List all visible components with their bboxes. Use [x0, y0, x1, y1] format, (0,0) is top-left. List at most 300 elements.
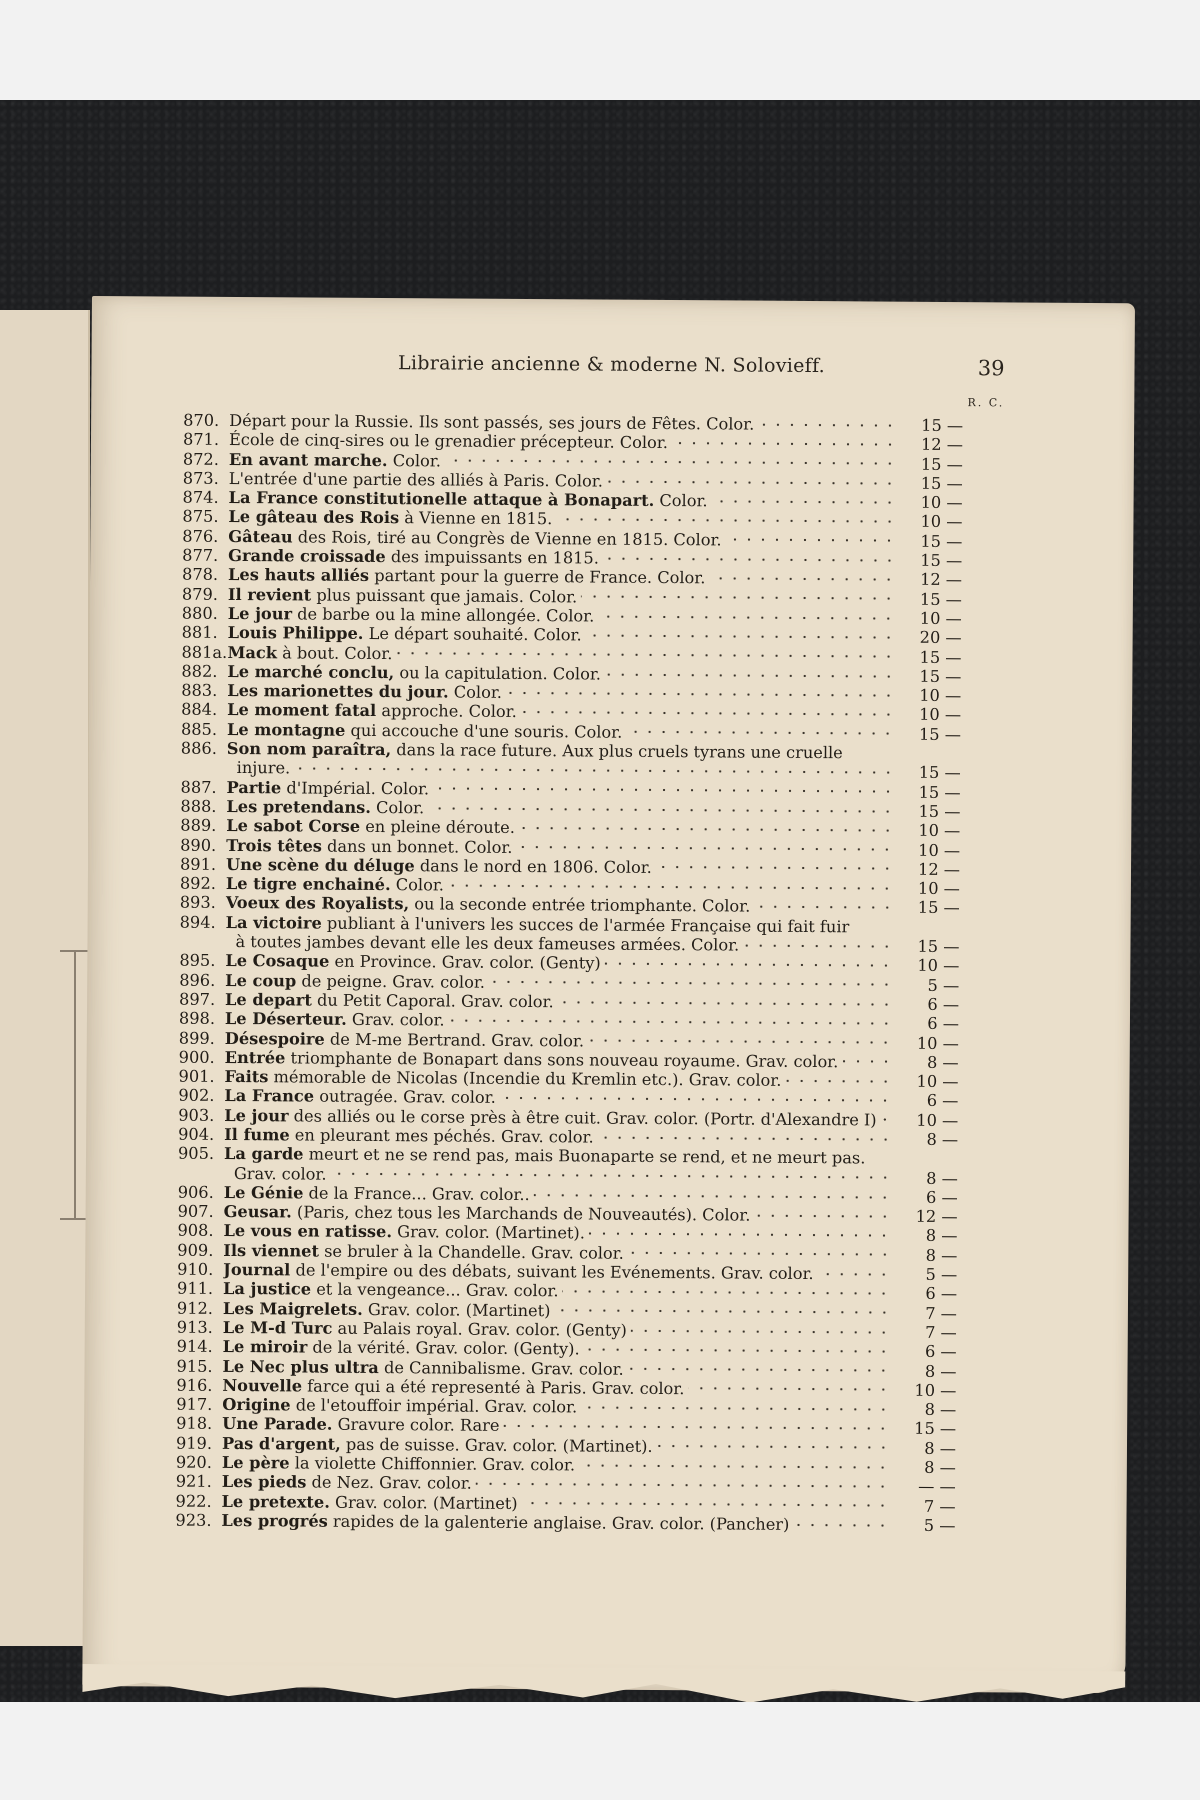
entry-price: 6 —	[926, 1187, 958, 1207]
dot-leader	[631, 1328, 891, 1334]
entry-title-continuation: à toutes jambes devant elle les deux fameuses armées. Color.	[235, 932, 740, 955]
entry-price: 15 —	[918, 724, 962, 744]
entry-title-bold: Le pretexte.	[221, 1491, 330, 1512]
dot-leader	[581, 1405, 890, 1411]
entry-number: 897.	[179, 989, 216, 1009]
dot-leader	[500, 1096, 893, 1103]
dot-leader	[605, 672, 895, 678]
dot-leader	[598, 614, 896, 620]
entry-title-bold: Son nom paraîtra,	[226, 738, 392, 760]
dot-leader	[428, 806, 894, 813]
entry-price: 15 —	[917, 898, 960, 918]
entry-title-text: de la vérité. Grav. color. (Genty).	[312, 1337, 580, 1359]
dot-leader	[589, 1232, 892, 1238]
entry-price: 12 —	[915, 1206, 958, 1227]
entry-price: 5 —	[925, 1264, 958, 1285]
entry-number: 884.	[181, 700, 218, 720]
entry-title-text: au Palais royal. Grav. color. (Genty)	[337, 1318, 627, 1340]
entry-title-bold: Le montagne	[226, 719, 346, 740]
dot-leader	[598, 1135, 893, 1141]
entry-number: 878.	[181, 565, 219, 585]
dot-leader	[657, 1444, 890, 1450]
entry-price: 6 —	[926, 1091, 959, 1111]
entry-title-text: rapides de la galenterie anglaise. Grav. color. (Pancher)	[332, 1511, 790, 1534]
entry-number: 907.	[177, 1201, 214, 1222]
entry-title	[223, 1279, 559, 1301]
dot-leader	[785, 1079, 892, 1084]
entry-title-text: farce qui a été representé à Paris. Grav. color.	[307, 1376, 685, 1399]
entry-title	[221, 1511, 789, 1534]
entry-price: 10 —	[918, 840, 961, 860]
entry-price: 15 —	[920, 531, 963, 551]
entry-title-bold: Une scène du déluge	[225, 854, 415, 876]
entry-title-bold: Gâteau	[228, 526, 293, 547]
entry-price: 8 —	[924, 1399, 957, 1420]
entry-title-bold: La France	[224, 1086, 315, 1106]
entry-title	[228, 604, 595, 626]
entry-price: 6 —	[927, 1014, 960, 1034]
entry-price: 10 —	[917, 878, 960, 899]
entry-title-text: Color.	[375, 797, 425, 818]
entry-number: 920.	[175, 1452, 212, 1472]
dot-leader	[626, 730, 895, 736]
entry-title-bold: Les progrés	[221, 1510, 328, 1531]
entry-price: 6 —	[924, 1342, 957, 1362]
entry-title-bold: Le Nec plus ultra	[222, 1356, 379, 1377]
entry-title-text: (Paris, chez tous les Marchands de Nouveautés). Color.	[296, 1202, 751, 1225]
entry-number: 891.	[179, 854, 217, 874]
entry-price: 7 —	[925, 1322, 957, 1343]
entry-title-text: ou la capitulation. Color.	[399, 663, 602, 684]
entry-title-text: L'entrée d'une partie des alliés à Paris. Color.	[228, 468, 603, 491]
entry-title-text: de Nez. Grav. color.	[311, 1472, 472, 1494]
entry-price: 6 —	[927, 994, 960, 1014]
entry-number: 870.	[183, 410, 220, 430]
entry-title-continuation: injure.	[236, 758, 291, 778]
dot-leader	[726, 538, 897, 543]
entry-price: 10 —	[919, 685, 962, 706]
entry-title	[229, 469, 603, 491]
entry-title-text: des impuissants en 1815.	[390, 547, 599, 568]
entry-title	[224, 1086, 496, 1107]
entry-title-bold: Ils viennet	[223, 1240, 320, 1261]
dot-leader	[433, 787, 894, 794]
entry-title-bold: Le Génie	[223, 1182, 304, 1203]
entry-title-bold: Trois têtes	[226, 835, 323, 856]
entry-number: 917.	[176, 1394, 213, 1415]
dot-leader	[331, 1172, 892, 1180]
entry-title-bold: Nouvelle	[222, 1375, 303, 1396]
entry-title	[227, 643, 392, 663]
entry-title	[227, 681, 502, 702]
entry-title-text: de M-me Bertrand. Grav. color.	[329, 1029, 585, 1050]
entry-title	[227, 662, 601, 684]
entry-number: 874.	[182, 487, 219, 508]
entry-number: 919.	[175, 1433, 213, 1453]
entry-title-bold: Le Déserteur.	[224, 1009, 347, 1029]
entry-number: 918.	[176, 1414, 213, 1434]
binding-stitch-top	[60, 950, 88, 952]
entry-title-bold: Désespoire	[224, 1028, 325, 1049]
entry-title-bold: Grande croissade	[228, 546, 386, 567]
dot-leader	[881, 1118, 893, 1122]
entry-price: 5 —	[923, 1515, 956, 1535]
entry-title	[224, 1125, 594, 1147]
entry-price: 10 —	[918, 821, 961, 841]
entry-title-text: en Province. Grav. color. (Genty)	[334, 952, 601, 973]
entry-number: 915.	[176, 1356, 213, 1376]
entry-price: 15 —	[919, 647, 962, 667]
entry-title-text: plus puissant que jamais. Color.	[316, 585, 578, 607]
entry-number: 879.	[181, 584, 219, 604]
entry-price: 10 —	[916, 1110, 959, 1130]
entry-price: 15 —	[917, 936, 960, 957]
entry-title-bold: Le marché conclu,	[227, 661, 395, 682]
dot-leader	[628, 1367, 891, 1373]
entry-title-text: partant pour la guerre de France. Color.	[374, 566, 706, 588]
entry-title-text: École de cinq-sires ou le grenadier précepteur. Color.	[228, 430, 669, 453]
entry-number: 893.	[179, 893, 216, 913]
entry-title-text: Color.	[659, 491, 708, 511]
entry-title-bold: Pas d'argent,	[221, 1433, 341, 1454]
entry-price: 10 —	[919, 705, 962, 725]
entry-price: 8 —	[926, 1052, 959, 1072]
entry-price: 15 —	[918, 782, 961, 802]
dot-leader	[588, 1039, 893, 1045]
dot-leader	[754, 905, 894, 910]
entry-title-bold: Faits	[224, 1067, 269, 1087]
entry-title-text: approche. Color.	[381, 701, 517, 722]
dot-leader	[584, 1347, 891, 1353]
entry-number: 894.	[179, 912, 216, 932]
entry-number: 882.	[181, 661, 218, 681]
entry-title	[225, 951, 601, 973]
entry-title-bold: Le gâteau des Rois	[228, 507, 400, 528]
entry-title-bold: La justice	[223, 1279, 312, 1299]
entry-title-bold: La France constitutionelle attaque à Bonapart.	[228, 488, 655, 511]
entry-price: 10 —	[916, 1033, 959, 1053]
entry-price: 15 —	[914, 1419, 957, 1439]
entry-title-text: de Cannibalisme. Grav. color.	[383, 1357, 624, 1379]
entry-title-bold: Le jour	[227, 603, 293, 624]
entry-title-text: de barbe ou la mine allongée. Color.	[297, 604, 595, 626]
book-photo	[0, 100, 1200, 1702]
dot-leader	[628, 1251, 892, 1257]
entry-title-text: de la France... Grav. color..	[308, 1183, 530, 1204]
entry-title-text: publiant à l'univers les succes de l'armée Française qui fait fuir	[326, 913, 850, 937]
entry-title	[228, 546, 599, 568]
entry-price: 8 —	[924, 1457, 956, 1478]
dot-leader	[449, 1018, 893, 1025]
entry-price: 12 —	[920, 570, 963, 590]
entry-number: 916.	[176, 1375, 213, 1395]
dot-leader	[842, 1060, 892, 1064]
entry-number: 906.	[177, 1182, 214, 1202]
entry-title	[228, 507, 552, 529]
page-number: 39	[977, 356, 1005, 381]
entry-title	[227, 778, 430, 799]
entry-number: 912.	[176, 1298, 214, 1318]
entry-number: 871.	[182, 429, 220, 450]
entry-title-text: Gravure color. Rare	[337, 1415, 500, 1436]
entry-price: 10 —	[920, 492, 963, 513]
entry-title-bold: Les pretendans.	[226, 796, 371, 817]
entry-number: 910.	[177, 1259, 214, 1279]
entry-price: 8 —	[924, 1361, 957, 1381]
entry-title-bold: Mack	[227, 642, 278, 662]
entry-title-text: qui accouche d'une souris. Color.	[350, 720, 623, 742]
entry-title-bold: Journal	[223, 1260, 291, 1280]
entry-title-text: en pleine déroute.	[365, 817, 515, 838]
entry-number: 892.	[179, 873, 217, 894]
entry-title-continuation: Grav. color.	[233, 1163, 327, 1184]
entry-title	[222, 1414, 499, 1435]
dot-leader	[521, 710, 895, 717]
entry-title-text: de peigne. Grav. color.	[301, 971, 486, 992]
entry-price: 8 —	[925, 1226, 958, 1246]
dot-leader	[519, 826, 894, 833]
dot-leader	[476, 1482, 890, 1489]
entry-price: 8 —	[925, 1245, 958, 1265]
dot-leader	[556, 517, 896, 523]
entry-title-bold: Voeux des Royalists,	[225, 893, 410, 914]
entry-title	[226, 874, 444, 895]
entry-number: 908.	[177, 1221, 214, 1241]
dot-leader	[503, 1424, 890, 1431]
entry-number: 901.	[178, 1066, 215, 1086]
entry-title-bold: Le depart	[225, 989, 312, 1010]
dot-leader	[294, 766, 894, 774]
entry-title-text: triomphante de Bonapart dans sons nouveau royaume. Grav. color.	[290, 1048, 839, 1072]
entry-price: 10 —	[917, 956, 960, 976]
entry-title-text: Grav. color. (Martinet)	[367, 1299, 551, 1320]
dot-leader	[396, 651, 895, 658]
dot-leader	[516, 845, 894, 852]
entry-title-bold: Le jour	[224, 1105, 289, 1126]
binding-stitch-bottom	[60, 1218, 88, 1220]
entry-price: 12 —	[920, 435, 964, 455]
entry-title-bold: Le tigre enchainé.	[225, 874, 391, 895]
entry-number: 903.	[178, 1105, 215, 1125]
entry-title-bold: En avant marche.	[228, 449, 388, 470]
entry-number: 889.	[180, 815, 217, 836]
entry-title-text: se bruler à la Chandelle. Grav. color.	[324, 1241, 624, 1263]
entry-title-text: d'Impérial. Color.	[286, 778, 430, 799]
entry-title-text: Le départ souhaité. Color.	[368, 624, 582, 645]
entry-title	[223, 1299, 551, 1321]
dot-leader	[656, 865, 894, 871]
entry-price: 7 —	[925, 1303, 957, 1323]
entry-title-text: Color.	[453, 682, 503, 703]
entry-title-bold: Le miroir	[222, 1337, 308, 1357]
catalogue-entry	[179, 912, 959, 956]
catalogue-page	[82, 296, 1135, 1693]
entry-title-text: mémorable de Nicolas (Incendie du Kremlin etc.). Grav. color.	[273, 1067, 782, 1090]
entry-title-bold: Il revient	[227, 584, 312, 605]
entry-title-bold: Louis Philippe.	[227, 623, 364, 644]
entry-title-bold: Le M-d Turc	[222, 1317, 333, 1338]
entry-title-bold: Il fume	[224, 1124, 290, 1145]
bottom-margin	[0, 1702, 1200, 1800]
entry-title-text: Grav. color. (Martinet)	[334, 1492, 518, 1513]
entry-number: 899.	[178, 1028, 215, 1048]
entry-title-bold: Le père	[221, 1452, 290, 1473]
entry-number: 887.	[180, 777, 217, 797]
dot-leader	[754, 1213, 891, 1218]
entry-number: 886.	[180, 738, 217, 758]
entry-title	[225, 971, 485, 992]
entry-number: 913.	[176, 1317, 213, 1337]
dot-leader	[558, 1000, 893, 1006]
entry-title-bold: Les Maigrelets.	[222, 1298, 363, 1319]
entry-number: 909.	[177, 1240, 214, 1260]
entry-title-bold: Les hauts alliés	[227, 565, 370, 586]
dot-leader	[818, 1272, 892, 1277]
catalogue-entry	[175, 1511, 955, 1536]
entry-title-text: Départ pour la Russie. Ils sont passés, ses jours de Fêtes. Color.	[229, 410, 755, 434]
dot-leader	[603, 556, 896, 562]
top-margin	[0, 0, 1200, 100]
entry-price: 8 —	[926, 1168, 958, 1188]
dot-leader	[554, 1309, 890, 1315]
currency-columns-heading: R. C.	[967, 396, 1005, 410]
running-title: Librairie ancienne & moderne N. Solovieff.	[397, 352, 826, 378]
entry-number: 911.	[177, 1278, 214, 1299]
entry-price: 15 —	[920, 454, 963, 474]
entry-title-bold: Les marionettes du jour.	[227, 681, 449, 702]
entry-price: 6 —	[925, 1284, 958, 1304]
entry-title	[222, 1395, 577, 1417]
entry-number: 881a.	[181, 642, 228, 662]
entry-title	[225, 1009, 445, 1030]
entry-price: 10 —	[919, 608, 962, 629]
entry-title-text: en pleurant mes péchés. Grav. color.	[294, 1125, 594, 1147]
dot-leader	[445, 459, 897, 466]
entry-title-text: de l'etouffoir impérial. Grav. color.	[295, 1395, 578, 1417]
dot-leader	[688, 1387, 890, 1392]
dot-leader	[448, 883, 894, 890]
entry-number: 883.	[181, 680, 218, 701]
entry-title	[222, 1472, 472, 1493]
entry-number: 923.	[175, 1510, 212, 1530]
dot-leader	[793, 1522, 889, 1527]
dot-leader	[758, 422, 897, 427]
left-page-edge	[0, 310, 90, 1646]
entry-price: 15 —	[919, 666, 962, 686]
entry-title-bold: Le sabot Corse	[226, 816, 361, 837]
entry-title	[224, 1183, 530, 1204]
dot-leader	[581, 595, 896, 601]
entry-title-text: Color.	[392, 450, 441, 471]
entry-number: 898.	[178, 1008, 216, 1029]
entry-title-bold: Le moment fatal	[227, 700, 377, 721]
entry-number: 880.	[181, 603, 218, 623]
entry-title-bold: La garde	[223, 1144, 304, 1164]
entry-number: 904.	[178, 1124, 215, 1144]
entry-price: 7 —	[923, 1496, 956, 1516]
dot-leader	[605, 962, 894, 968]
entry-number: 872.	[182, 449, 219, 469]
dot-leader	[586, 633, 896, 639]
entry-title	[228, 585, 577, 607]
entry-title	[226, 797, 424, 818]
dot-leader	[563, 1289, 892, 1295]
entry-title	[222, 1492, 518, 1513]
entry-title-bold: Origine	[222, 1395, 291, 1415]
entry-title-text: dans la race future. Aux plus cruels tyrans une cruelle	[396, 740, 843, 763]
entry-price: 15 —	[918, 763, 961, 783]
entry-number: 921.	[175, 1471, 212, 1492]
entry-price: 10 —	[916, 1071, 959, 1092]
entry-title-text: Grav. color.	[351, 1010, 445, 1030]
entry-title	[229, 450, 441, 471]
entry-title-text: Color.	[395, 875, 445, 895]
entry-title	[226, 835, 512, 856]
entry-title-bold: Une Parade.	[222, 1414, 333, 1435]
entry-price: 15 —	[918, 801, 961, 822]
entry-title-text: dans le nord en 1806. Color.	[419, 856, 652, 877]
torn-bottom-edge	[82, 1664, 1125, 1702]
entry-title-text: meurt et ne se rend pas, mais Buonaparte se rend, et ne meurt pas.	[308, 1144, 866, 1168]
entry-title	[225, 990, 554, 1012]
entry-price: 10 —	[914, 1380, 957, 1400]
entry-number: 876.	[182, 526, 219, 546]
entry-title-text: ou la seconde entrée triomphante. Color.	[414, 894, 751, 917]
entry-title-bold: Geusar.	[223, 1202, 292, 1222]
dot-leader	[607, 479, 897, 485]
dot-leader	[743, 943, 893, 948]
catalogue-entry	[178, 1144, 958, 1188]
dot-leader	[579, 1463, 890, 1469]
entry-title	[223, 1221, 585, 1243]
entry-title-text: outragée. Grav. color.	[319, 1086, 496, 1108]
entry-number: 888.	[180, 796, 217, 816]
entry-number: 875.	[182, 507, 219, 527]
entry-price: 10 —	[920, 512, 963, 532]
entry-price: 15 —	[920, 473, 963, 493]
entry-title	[228, 623, 582, 645]
entry-title-bold: Partie	[226, 777, 282, 797]
entry-title-bold: Entrée	[224, 1047, 286, 1068]
entry-title-text: des Rois, tiré au Congrès de Vienne en 1815. Color.	[297, 527, 722, 550]
entry-title	[225, 1028, 584, 1050]
entry-title	[223, 1337, 580, 1359]
dot-leader	[672, 441, 897, 447]
entry-number: 895.	[179, 950, 216, 971]
entry-title-bold: Le Cosaque	[225, 951, 330, 971]
entry-title-bold: Le coup	[225, 970, 297, 991]
entry-title-text: à bout. Color.	[282, 642, 393, 663]
entry-number: 885.	[180, 719, 218, 739]
catalogue-entry	[181, 739, 961, 783]
entry-price: 8 —	[926, 1129, 959, 1150]
entry-title-bold: Les pieds	[221, 1472, 307, 1492]
entry-title-text: pas de suisse. Grav. color. (Martinet).	[345, 1434, 653, 1456]
entry-title-bold: Le vous en ratisse.	[223, 1221, 393, 1242]
entry-price: — —	[918, 1477, 956, 1497]
entry-number: 873.	[182, 468, 219, 488]
entry-price: 15 —	[921, 415, 964, 436]
entry-number: 905.	[177, 1143, 215, 1164]
dot-leader	[489, 980, 893, 987]
catalogue-entries	[175, 411, 963, 1536]
entry-title-text: la violette Chiffonnier. Grav. color.	[294, 1453, 576, 1475]
entry-title	[222, 1453, 575, 1475]
entry-number: 914.	[176, 1336, 213, 1357]
binding-stitch	[74, 950, 76, 1220]
entry-number: 881.	[181, 622, 218, 643]
entry-title-text: à Vienne en 1815.	[404, 508, 553, 529]
